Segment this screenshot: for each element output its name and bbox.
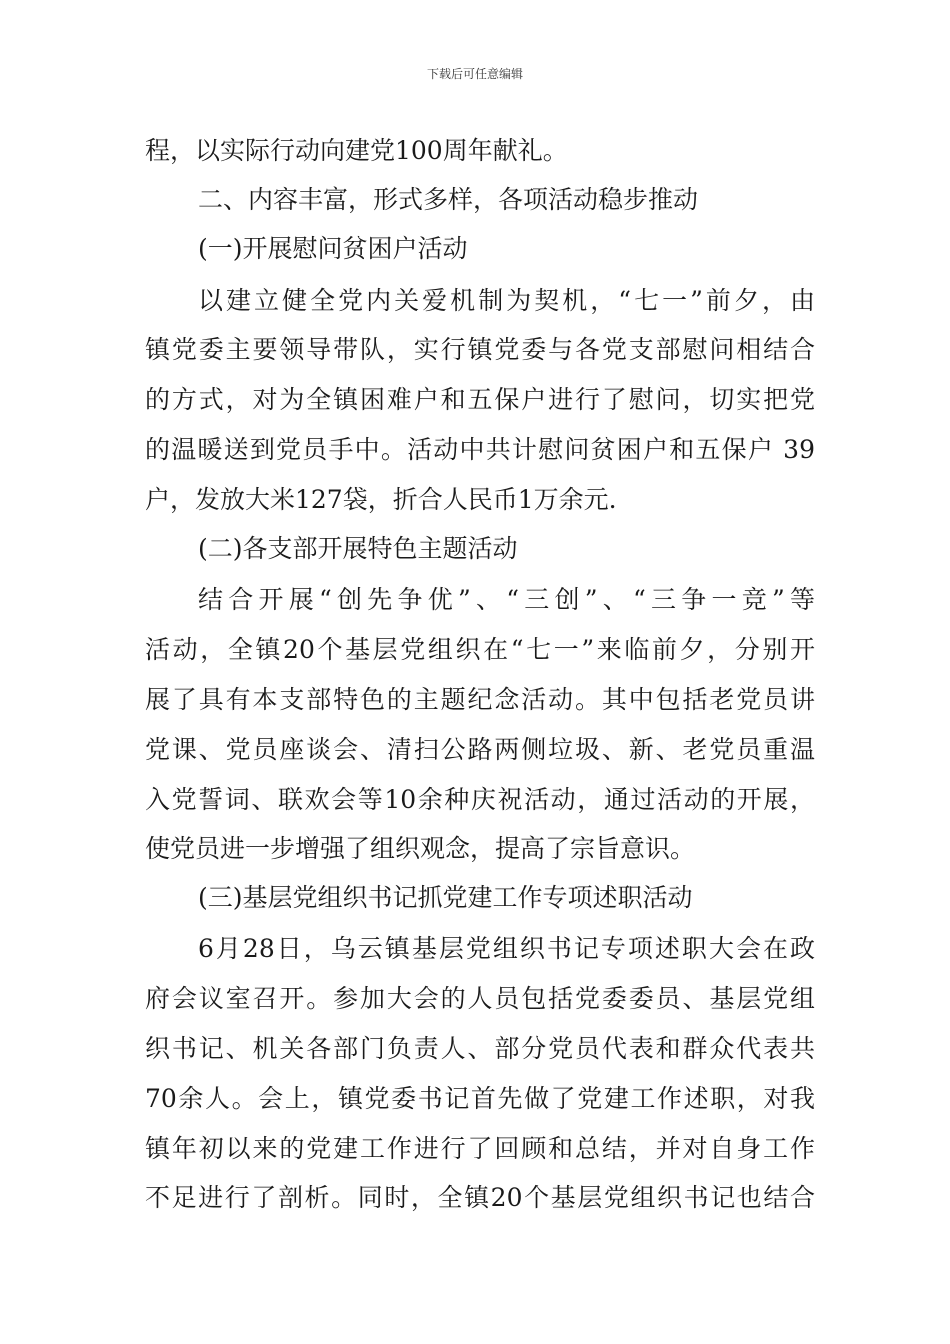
text-line: 70余人。会上，镇党委书记首先做了党建工作述职，对我 (145, 1084, 815, 1113)
text-line: 的方式，对为全镇困难户和五保户进行了慰问，切实把党 (145, 385, 815, 414)
page-header-note: 下载后可任意编辑 (426, 67, 523, 81)
text-line: 以建立健全党内关爱机制为契机，“七一”前夕，由 (198, 286, 815, 315)
text-line: 程，以实际行动向建党100周年献礼。 (145, 136, 568, 165)
text-line: 党课、党员座谈会、清扫公路两侧垃圾、新、老党员重温 (145, 735, 815, 764)
text-line: 户，发放大米127袋，折合人民币1万余元. (145, 485, 617, 514)
text-line: 活动，全镇20个基层党组织在“七一”来临前夕，分别开 (145, 635, 815, 664)
text-line: 府会议室召开。参加大会的人员包括党委委员、基层党组 (145, 984, 815, 1013)
subsection-heading: (二)各支部开展特色主题活动 (198, 534, 518, 563)
subsection-heading: (一)开展慰问贫困户活动 (198, 234, 468, 263)
text-line: 使党员进一步增强了组织观念，提高了宗旨意识。 (145, 834, 696, 863)
text-line: 入党誓词、联欢会等10余种庆祝活动，通过活动的开展， (145, 785, 815, 814)
text-line: 结合开展“创先争优”、“三创”、“三争一竞”等 (198, 585, 815, 614)
text-line: 的温暖送到党员手中。活动中共计慰问贫困户和五保户 39 (145, 435, 815, 464)
text-line: 展了具有本支部特色的主题纪念活动。其中包括老党员讲 (145, 685, 815, 714)
text-line: 6月28日，乌云镇基层党组织书记专项述职大会在政 (198, 934, 815, 963)
section-heading: 二、内容丰富，形式多样，各项活动稳步推动 (198, 185, 699, 214)
text-line: 镇年初以来的党建工作进行了回顾和总结，并对自身工作 (145, 1134, 815, 1163)
text-line: 不足进行了剖析。同时，全镇20个基层党组织书记也结合 (145, 1183, 815, 1212)
text-line: 镇党委主要领导带队，实行镇党委与各党支部慰问相结合 (145, 335, 815, 364)
subsection-heading: (三)基层党组织书记抓党建工作专项述职活动 (198, 883, 693, 912)
text-line: 织书记、机关各部门负责人、部分党员代表和群众代表共 (145, 1034, 815, 1063)
